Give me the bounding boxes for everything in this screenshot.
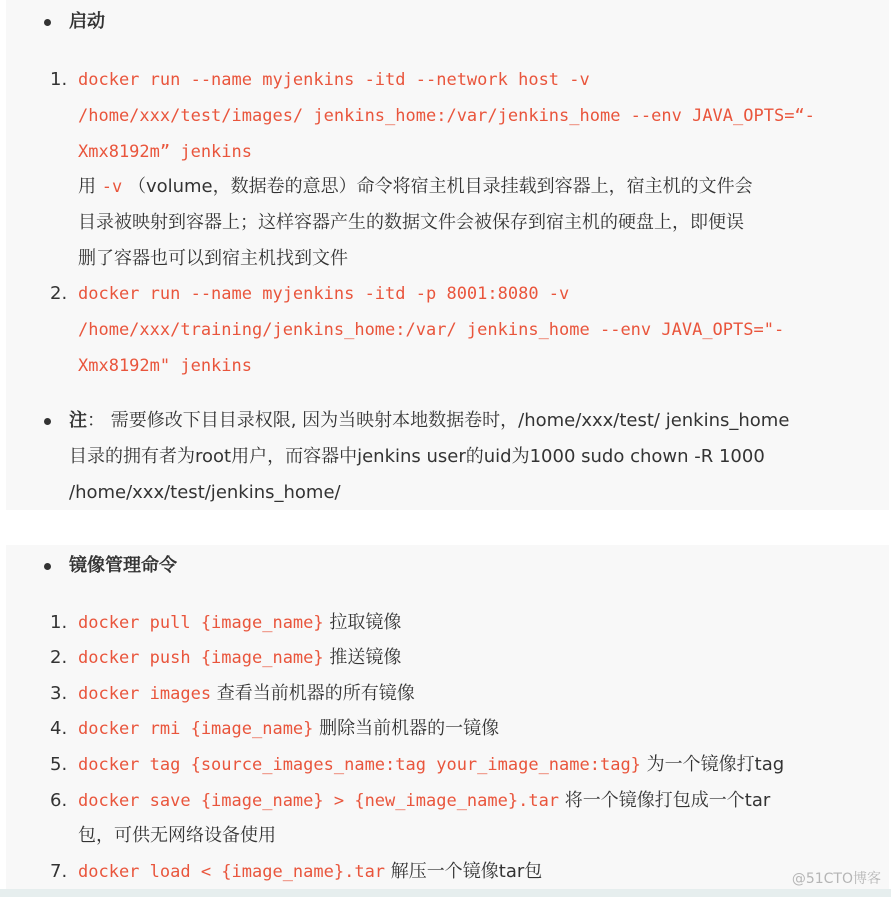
startup-heading-row (44, 4, 881, 40)
note-row (44, 403, 881, 439)
startup-item-1-line2 (78, 98, 871, 134)
startup-item-2-number: 2. (50, 283, 68, 304)
code-snippet: /home/xxx/test/images/ jenkins_home:/var/jenkins_home --env JAVA_OPTS=“- (78, 106, 815, 126)
desc-text: （volume，数据卷的意思）命令将宿主机目录挂载到容器上，宿主机的文件会 (127, 176, 753, 197)
startup-heading: 启动 (69, 11, 105, 32)
note-text: ： 需要修改下目目录权限, 因为当映射本地数据卷时，/home/xxx/test/ jenkins_home (87, 410, 790, 431)
startup-item-1-line3 (78, 134, 871, 170)
image-item-4-number: 4. (50, 718, 68, 739)
watermark: @51CTO博客 (791, 871, 881, 887)
code-snippet: docker tag {source_images_name:tag your_image_name:tag} (78, 755, 641, 775)
note-line1 (69, 403, 881, 439)
desc-text: 删除当前机器的一镜像 (319, 718, 500, 739)
code-snippet: Xmx8192m” jenkins (78, 142, 252, 162)
desc-text: 查看当前机器的所有镜像 (216, 683, 415, 704)
startup-item-1-desc3: 删了容器也可以到宿主机找到文件 (78, 248, 348, 269)
startup-item-2-line3 (78, 348, 871, 384)
desc-text: 用 (78, 176, 96, 197)
desc-text: 将一个镜像打包成一个tar (564, 790, 771, 811)
image-item-5-number: 5. (50, 754, 68, 775)
code-snippet: docker push {image_name} (78, 648, 324, 668)
note-line3: /home/xxx/test/jenkins_home/ (69, 482, 341, 503)
code-snippet: docker run --name myjenkins -itd -p 8001:8080 -v (78, 284, 570, 304)
note-row-3 (44, 475, 881, 511)
bullet-icon (44, 19, 51, 26)
note-line2: 目录的拥有者为root用户，而容器中jenkins user的uid为1000 sudo chown -R 1000 (69, 446, 765, 467)
startup-item-1-line1 (78, 62, 871, 98)
image-item-3-number: 3. (50, 683, 68, 704)
image-item-1 (78, 605, 871, 641)
startup-item-1-desc2: 目录被映射到容器上；这样容器产生的数据文件会被保存到宿主机的硬盘上，即便误 (78, 212, 744, 233)
startup-item-2-line2 (78, 312, 871, 348)
image-item-4 (78, 711, 871, 747)
image-heading: 镜像管理命令 (69, 555, 177, 576)
code-snippet: docker rmi {image_name} (78, 719, 314, 739)
image-item-6-number: 6. (50, 790, 68, 811)
bullet-icon (44, 563, 51, 570)
image-item-7-number: 7. (50, 861, 68, 882)
code-snippet: docker images (78, 684, 212, 704)
code-snippet: docker run --name myjenkins -itd --network host -v (78, 70, 590, 90)
image-item-2 (78, 640, 871, 676)
code-snippet: docker save {image_name} > {new_image_name}.tar (78, 791, 560, 811)
image-item-2-number: 2. (50, 647, 68, 668)
code-snippet: Xmx8192m" jenkins (78, 356, 252, 376)
image-item-7 (78, 854, 871, 890)
desc-text: 推送镜像 (329, 647, 402, 668)
image-heading-row (44, 548, 881, 584)
startup-item-1-number: 1. (50, 69, 68, 90)
bottom-strip (0, 889, 891, 897)
desc-text: 为一个镜像打tag (646, 754, 785, 775)
image-item-6-line2: 包，可供无网络设备使用 (78, 825, 276, 846)
code-snippet: /home/xxx/training/jenkins_home:/var/ jenkins_home --env JAVA_OPTS="- (78, 320, 785, 340)
image-item-3 (78, 676, 871, 712)
startup-item-2-line1 (78, 276, 871, 312)
image-item-5 (78, 747, 871, 783)
desc-text: 拉取镜像 (329, 612, 402, 633)
code-snippet: -v (101, 177, 123, 197)
image-item-1-number: 1. (50, 612, 68, 633)
note-label: 注 (69, 410, 87, 431)
code-snippet: docker pull {image_name} (78, 613, 324, 633)
code-snippet: docker load < {image_name}.tar (78, 862, 386, 882)
desc-text: 解压一个镜像tar包 (390, 861, 543, 882)
image-item-6 (78, 783, 871, 819)
note-row-2 (44, 439, 881, 475)
startup-item-1-desc1 (78, 169, 871, 205)
bullet-icon (44, 418, 51, 425)
